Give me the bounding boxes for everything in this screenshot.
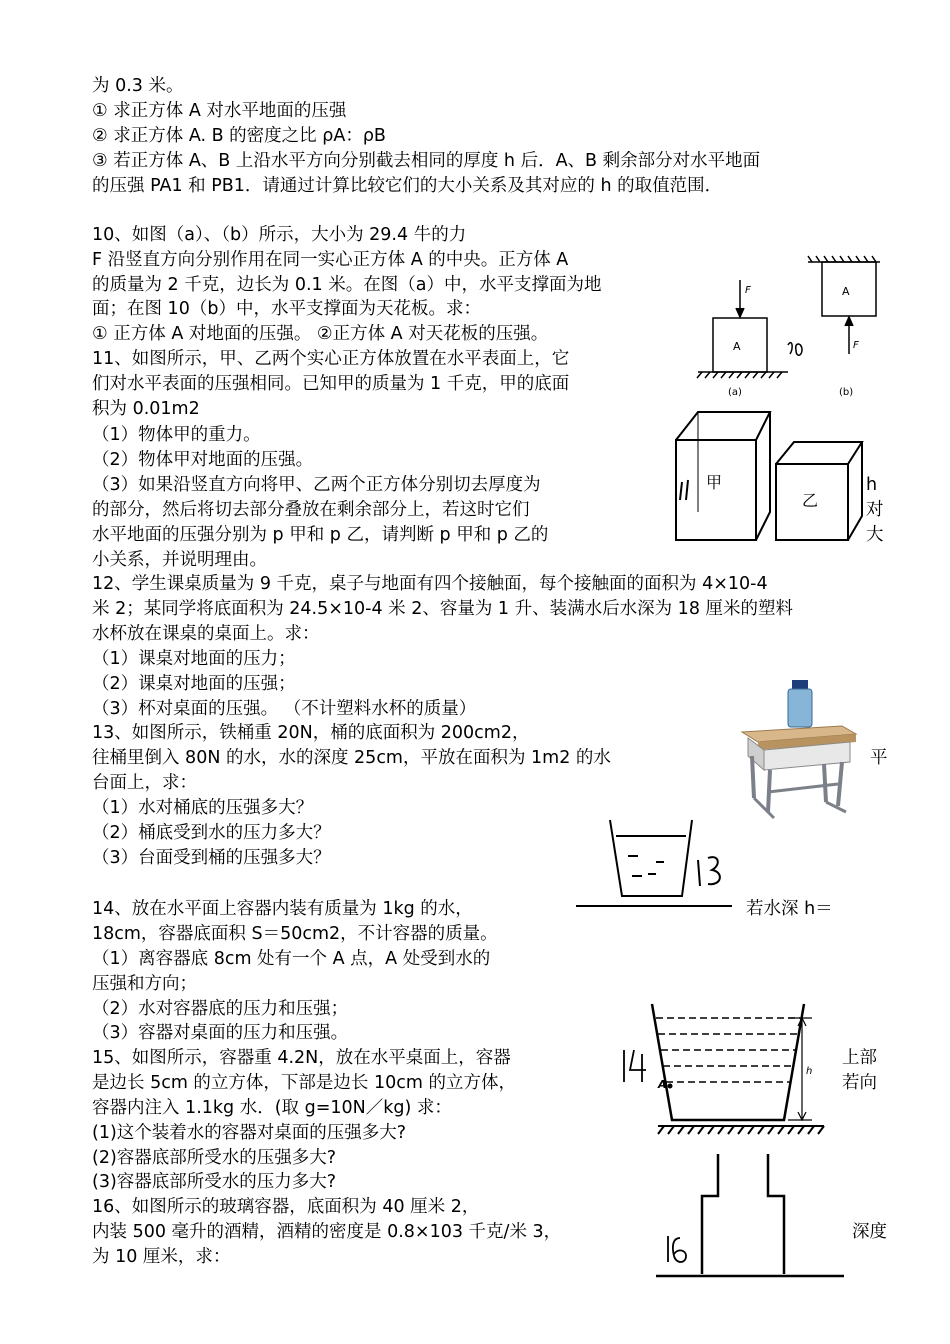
text-line: ② 求正方体 A. B 的密度之比 ρA：ρB [92, 126, 386, 146]
figure-16-glass-container [652, 1152, 848, 1284]
cube-jia-label: 甲 [706, 473, 723, 492]
force-label: F [745, 285, 751, 296]
text-fragment: 大 [866, 525, 884, 545]
problem-14-line: 18cm，容器底面积 S＝50cm2，不计容器的质量。 [92, 924, 498, 944]
problem-15-line: (3)容器底部所受水的压力多大? [92, 1172, 337, 1192]
figure-13-bucket [576, 812, 736, 912]
problem-11-line: 11、如图所示，甲、乙两个实心正方体放置在水平表面上，它 [92, 349, 570, 369]
problem-16-line: 16、如图所示的玻璃容器，底面积为 40 厘米 2， [92, 1197, 480, 1217]
problem-10-line: F 沿竖直方向分别作用在同一实心正方体 A 的中央。正方体 A [92, 250, 569, 270]
problem-11-line: 小关系，并说明理由。 [92, 550, 267, 570]
text-line: 的压强 PA1 和 PB1．请通过计算比较它们的大小关系及其对应的 h 的取值范围． [92, 176, 723, 196]
problem-13-line: （1）水对桶底的压强多大？ [92, 798, 314, 818]
block-label: A [842, 285, 850, 298]
text-line: 为 0.3 米。 [92, 76, 184, 96]
problem-14-line: （3）容器对桌面的压力和压强。 [92, 1023, 349, 1043]
problem-16-line: 内装 500 毫升的酒精，酒精的密度是 0.8×103 千克/米 3， [92, 1222, 562, 1242]
figure-10-force-diagram [690, 250, 890, 400]
problem-10-line: ① 正方体 A 对地面的压强。 ②正方体 A 对天花板的压强。 [92, 324, 549, 344]
text-fragment: 若向 [842, 1073, 877, 1093]
problem-11-line: 们对水平表面的压强相同。已知甲的质量为 1 千克，甲的底面 [92, 374, 570, 394]
problem-15-line: 15、如图所示，容器重 4.2N，放在水平桌面上，容器 [92, 1048, 511, 1068]
problem-12-line: 米 2；某同学将底面积为 24.5×10-4 米 2、容量为 1 升、装满水后水深为 18 厘米的塑料 [92, 599, 794, 619]
figure-14-container [618, 998, 840, 1138]
problem-14-line: （2）水对容器底的压力和压强； [92, 999, 349, 1019]
problem-13-line: 往桶里倒入 80N 的水，水的深度 25cm，平放在面积为 1m2 的水 [92, 748, 611, 768]
force-label: F [853, 340, 859, 351]
problem-11-line: （1）物体甲的重力。 [92, 425, 261, 445]
problem-10-line: 面；在图 10（b）中，水平支撑面为天花板。求： [92, 299, 481, 319]
problem-14-line: 压强和方向； [92, 974, 197, 994]
cube-yi-label: 乙 [802, 491, 819, 510]
problem-13-line: 13、如图所示，铁桶重 20N，桶的底面积为 200cm2， [92, 723, 530, 743]
problem-15-line: (1)这个装着水的容器对桌面的压强多大? [92, 1123, 407, 1143]
problem-11-line: 的部分，然后将切去部分叠放在剩余部分上，若这时它们 [92, 500, 530, 520]
problem-12-line: （2）课桌对地面的压强； [92, 674, 296, 694]
caption-a: (a) [728, 387, 742, 398]
problem-14-line: （1）离容器底 8cm 处有一个 A 点，A 处受到水的 [92, 949, 491, 969]
problem-11-line: （3）如果沿竖直方向将甲、乙两个正方体分别切去厚度为 [92, 475, 541, 495]
point-a-label: A [658, 1078, 667, 1091]
problem-14-line: 14、放在水平面上容器内装有质量为 1kg 的水， [92, 899, 473, 919]
problem-11-line: 积为 0.01m2 [92, 399, 200, 419]
height-label: h [806, 1066, 813, 1077]
problem-11-line: （2）物体甲对地面的压强。 [92, 450, 314, 470]
text-fragment: h [866, 475, 878, 495]
text-fragment: 若水深 h＝ [746, 899, 833, 919]
text-fragment: 上部 [842, 1048, 877, 1068]
text-line: ① 求正方体 A 对水平地面的压强 [92, 101, 347, 121]
text-line: ③ 若正方体 A、B 上沿水平方向分别截去相同的厚度 h 后．A、B 剩余部分对水平地面 [92, 151, 761, 171]
problem-12-line: 水杯放在课桌的桌面上。求： [92, 624, 320, 644]
problem-13-line: 台面上，求： [92, 773, 197, 793]
problem-16-line: 为 10 厘米，求： [92, 1247, 231, 1267]
caption-b: (b) [839, 387, 854, 398]
problem-11-line: 水平地面的压强分别为 p 甲和 p 乙，请判断 p 甲和 p 乙的 [92, 525, 549, 545]
problem-13-line: （3）台面受到桶的压强多大？ [92, 848, 331, 868]
text-fragment: 对 [866, 500, 884, 520]
text-fragment: 深度 [852, 1222, 887, 1242]
problem-12-line: 12、学生课桌质量为 9 千克，桌子与地面有四个接触面，每个接触面的面积为 4×10-4 [92, 574, 768, 594]
figure-11-two-cubes [666, 404, 866, 544]
text-fragment: 平 [870, 748, 888, 768]
block-label: A [733, 340, 741, 353]
problem-15-line: 是边长 5cm 的立方体，下部是边长 10cm 的立方体， [92, 1073, 516, 1093]
problem-15-line: (2)容器底部所受水的压强多大? [92, 1148, 337, 1168]
problem-10-line: 10、如图（a）、（b）所示，大小为 29.4 牛的力 [92, 225, 467, 245]
problem-13-line: （2）桶底受到水的压力多大？ [92, 823, 331, 843]
problem-15-line: 容器内注入 1.1kg 水．(取 g=10N／kg) 求： [92, 1098, 452, 1118]
desk-photo [738, 676, 858, 822]
problem-12-line: （3）杯对桌面的压强。 （不计塑料水杯的质量） [92, 699, 477, 719]
problem-10-line: 的质量为 2 千克，边长为 0.1 米。在图（a）中，水平支撑面为地 [92, 275, 602, 295]
problem-12-line: （1）课桌对地面的压力； [92, 649, 296, 669]
